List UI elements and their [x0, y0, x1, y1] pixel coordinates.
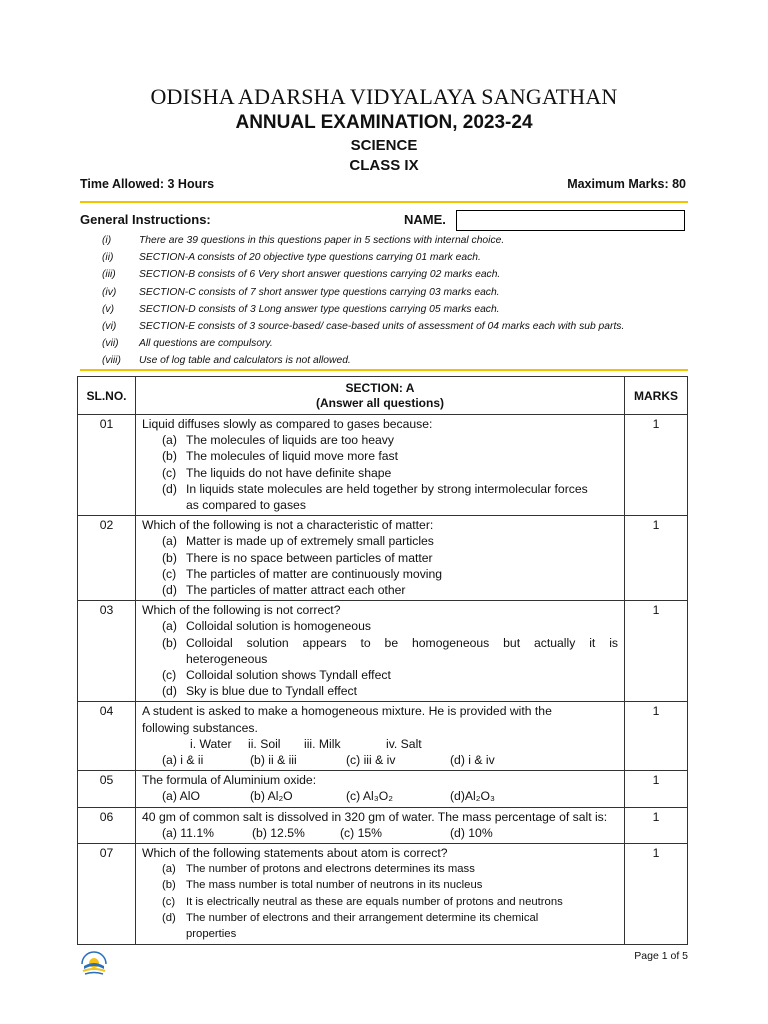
question-cell: [136, 807, 625, 843]
question-marks: 1: [625, 844, 688, 945]
option-item: (c) Colloidal solution shows Tyndall effect: [162, 668, 391, 683]
question-number: 02: [78, 516, 136, 601]
option-item: (d) 10%: [450, 825, 493, 840]
instruction-item: (iv) SECTION-C consists of 7 short answer type questions carrying 03 marks each.: [102, 286, 500, 298]
option-item: (c) The liquids do not have definite shape: [162, 465, 392, 480]
name-field[interactable]: [456, 210, 685, 231]
option-item: (d) In liquids state molecules are held together by strong intermolecular forces as compared to gases: [162, 481, 588, 513]
table-row: [78, 601, 688, 702]
question-marks: 1: [625, 702, 688, 771]
substance-item: ii. Soil: [248, 736, 281, 751]
question-cell: [136, 702, 625, 771]
option-item: (a) 11.1%: [162, 825, 214, 840]
inline-options: [142, 825, 618, 841]
instructions-list: [102, 232, 624, 370]
option-item: (c) The particles of matter are continuously moving: [162, 566, 443, 581]
option-item: (b) ii & iii: [250, 753, 297, 768]
question-cell: [136, 415, 625, 516]
question-text: The formula of Aluminium oxide:: [142, 773, 317, 788]
question-marks: 1: [625, 601, 688, 702]
inline-options: [142, 788, 618, 804]
instruction-item: (ii) SECTION-A consists of 20 objective type questions carrying 01 mark each.: [102, 252, 481, 264]
instruction-item: (vii) All questions are compulsory.: [102, 338, 273, 350]
option-item: (a) The number of protons and electrons determines its mass: [162, 863, 475, 876]
slno-header: SL.NO.: [78, 377, 136, 415]
maximum-marks: Maximum Marks: 80: [567, 177, 686, 191]
instruction-item: (vi) SECTION-E consists of 3 source-based/ case-based units of assessment of 04 marks each with sub parts.: [102, 321, 625, 333]
question-table: [77, 376, 688, 945]
question-number: 05: [78, 771, 136, 807]
general-instructions-heading: General Instructions:: [80, 212, 211, 227]
option-item: (a) i & ii: [162, 753, 204, 768]
question-number: 04: [78, 702, 136, 771]
option-item: (c) It is electrically neutral as these are equals number of protons and neutrons: [162, 895, 563, 908]
table-row: [78, 807, 688, 843]
class-title: CLASS IX: [349, 157, 419, 174]
question-cell: [136, 771, 625, 807]
option-item: (b) The mass number is total number of neutrons in its nucleus: [162, 879, 483, 892]
time-allowed: Time Allowed: 3 Hours: [80, 177, 215, 191]
question-number: 07: [78, 844, 136, 945]
marks-header: MARKS: [625, 377, 688, 415]
table-row: [78, 771, 688, 807]
organization-name: ODISHA ADARSHA VIDYALAYA SANGATHAN: [150, 84, 618, 109]
instruction-item: (i) There are 39 questions in this questions paper in 5 sections with internal choice.: [102, 235, 505, 246]
section-subtitle: (Answer all questions): [315, 395, 445, 410]
instruction-item: (iii) SECTION-B consists of 6 Very short answer questions carrying 02 marks each.: [102, 269, 501, 281]
question-text: Which of the following statements about atom is correct?: [142, 846, 448, 861]
question-marks: 1: [625, 807, 688, 843]
substance-list: [142, 736, 618, 752]
option-item: (b) Al₂O: [250, 789, 293, 804]
exam-title: ANNUAL EXAMINATION, 2023-24: [235, 112, 533, 133]
question-text: 40 gm of common salt is dissolved in 320 gm of water. The mass percentage of salt is:: [142, 809, 608, 824]
option-item: (b) Colloidal solution appears to be homogeneous but actually it is heterogeneous: [162, 635, 618, 666]
table-row: [78, 516, 688, 601]
inline-options: [142, 752, 618, 768]
table-header-row: [78, 377, 688, 415]
option-item: (d) Sky is blue due to Tyndall effect: [162, 684, 357, 699]
table-row: [78, 844, 688, 945]
question-marks: 1: [625, 415, 688, 516]
table-row: [78, 702, 688, 771]
subject-title: SCIENCE: [350, 137, 418, 154]
option-item: (b) 12.5%: [252, 825, 305, 840]
question-number: 01: [78, 415, 136, 516]
question-cell: [136, 844, 625, 945]
instruction-item: (v) SECTION-D consists of 3 Long answer type questions carrying 05 marks each.: [102, 303, 500, 315]
question-cell: [136, 601, 625, 702]
substance-item: iii. Milk: [304, 736, 341, 751]
question-number: 03: [78, 601, 136, 702]
instruction-item: (viii) Use of log table and calculators is not allowed.: [102, 355, 351, 367]
substance-item: iv. Salt: [386, 736, 422, 751]
question-marks: 1: [625, 516, 688, 601]
option-item: (d) The number of electrons and their arrangement determine its chemical properties: [162, 911, 539, 941]
question-marks: 1: [625, 771, 688, 807]
option-item: (a) Matter is made up of extremely small particles: [162, 534, 434, 549]
school-logo-icon: [77, 946, 111, 976]
option-item: (c) Al₃O₂: [346, 789, 393, 804]
option-item: (a) Colloidal solution is homogeneous: [162, 619, 371, 634]
section-header: [136, 377, 625, 415]
option-item: (c) iii & iv: [346, 753, 396, 768]
option-item: (d)Al₂O₃: [450, 789, 495, 804]
question-text: Which of the following is not a characteristic of matter:: [142, 518, 434, 533]
name-label: NAME.: [404, 212, 446, 227]
page-number: Page 1 of 5: [634, 950, 688, 962]
question-cell: [136, 516, 625, 601]
option-item: (a) The molecules of liquids are too heavy: [162, 433, 394, 448]
option-item: (b) The molecules of liquid move more fast: [162, 449, 399, 464]
option-item: (b) There is no space between particles of matter: [162, 550, 433, 565]
question-number: 06: [78, 807, 136, 843]
option-item: (c) 15%: [340, 825, 382, 840]
table-row: [78, 415, 688, 516]
divider-rule: [80, 201, 688, 203]
section-title: SECTION: A: [345, 380, 415, 395]
option-item: (d) The particles of matter attract each other: [162, 583, 406, 598]
option-item: (a) AlO: [162, 789, 200, 804]
substance-item: i. Water: [190, 736, 232, 751]
question-text: Liquid diffuses slowly as compared to gases because:: [142, 417, 433, 431]
question-text: A student is asked to make a homogeneous mixture. He is provided with the following substances.: [142, 704, 552, 735]
question-text: Which of the following is not correct?: [142, 603, 341, 618]
divider-rule: [80, 369, 688, 371]
option-item: (d) i & iv: [450, 753, 495, 768]
